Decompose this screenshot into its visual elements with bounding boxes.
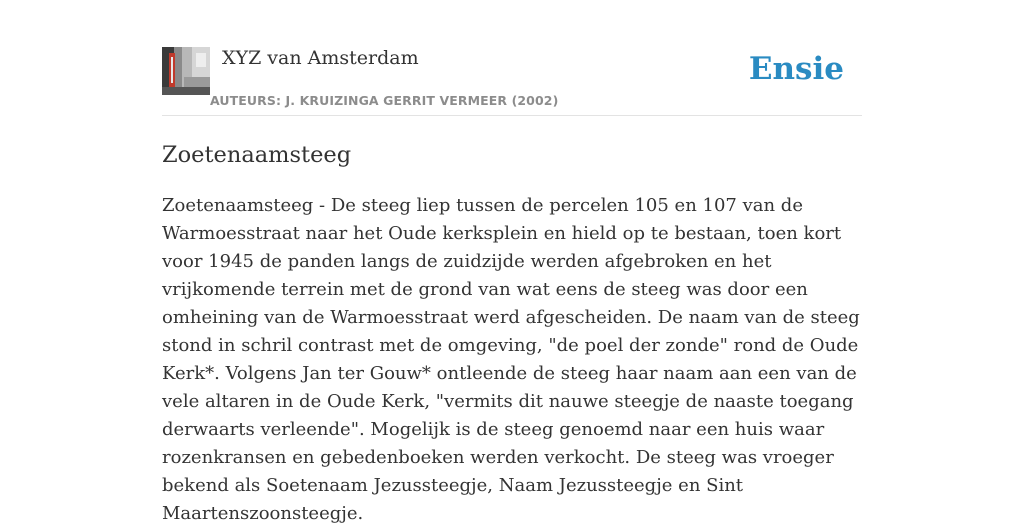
book-cover-avatar[interactable] [162, 47, 210, 95]
entry-body: Zoetenaamsteeg - De steeg liep tussen de percelen 105 en 107 van de Warmoesstraat naar het Oude kerksplein en hield op te bestaan, toen kort voor 1945 de panden langs de zuidzijde werden afgebroken en het vrijkomende terrein met de grond van wat eens de steeg was door een omheining van de Warmoesstraat werd afgescheiden. De naam van de steeg stond in schril contrast met de omgeving, "de poel der zonde" rond de Oude Kerk*. Volgens Jan ter Gouw* ontleende de steeg haar naam aan een van de vele altaren in de Oude Kerk, "vermits dit nauwe steegje de naaste toegang derwaarts verleende". Mogelijk is de steeg genoemd naar een huis waar rozenkransen en gebedenboeken werden verkocht. De steeg was vroeger bekend als Soetenaam Jezussteegje, Naam Jezussteegje en Sint Maartenszoonsteegje. [162, 195, 860, 524]
header-divider [162, 115, 862, 116]
authors-line: AUTEURS: J. KRUIZINGA GERRIT VERMEER (2002) [210, 93, 559, 108]
book-cover-image [162, 47, 210, 95]
brand-logo[interactable]: Ensie [748, 51, 844, 87]
book-title[interactable]: XYZ van Amsterdam [222, 47, 419, 69]
entry-title: Zoetenaamsteeg [162, 142, 352, 168]
